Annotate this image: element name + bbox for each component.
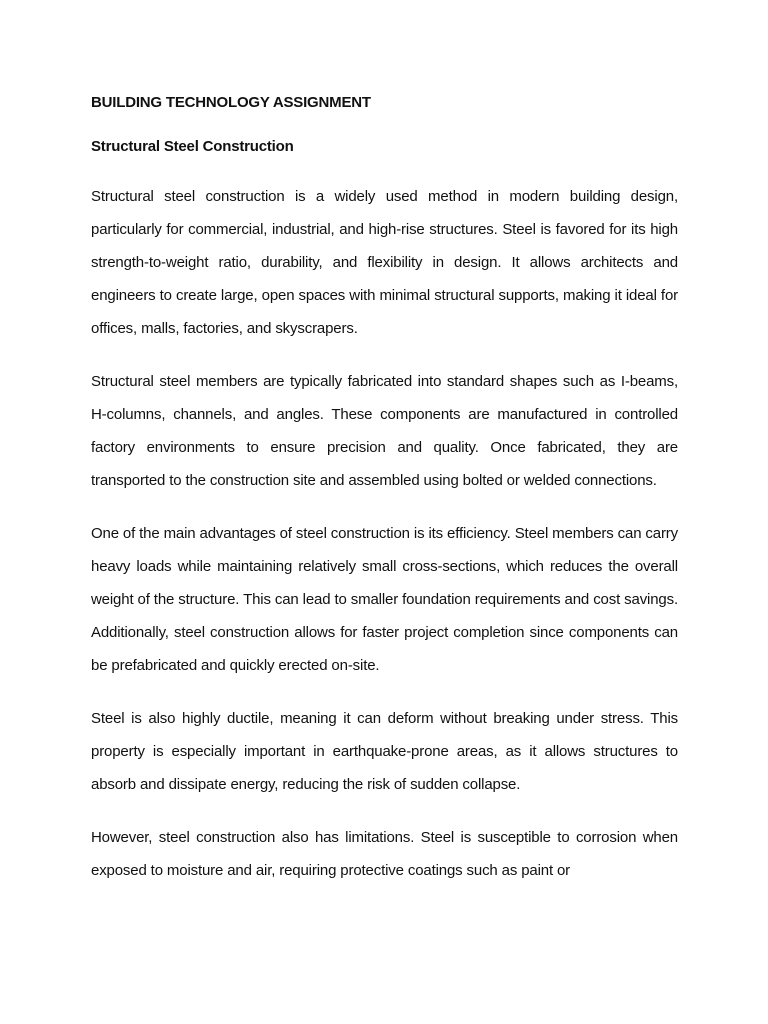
section-heading: Structural Steel Construction [91, 138, 294, 155]
document-title: BUILDING TECHNOLOGY ASSIGNMENT [91, 94, 371, 111]
paragraph-limitations: However, steel construction also has limitations. Steel is susceptible to corrosion when exposed to moisture and air, requiring protective coatings such as paint or [91, 829, 678, 879]
paragraph-members: Structural steel members are typically fabricated into standard shapes such as I-beams, H-columns, channels, and angles. These components are manufactured in controlled factory environments to ensure precision and quality. Once fabricated, they are transported to the construction site and assembled using bolted or welded connections. [91, 373, 678, 489]
paragraph-ductility: Steel is also highly ductile, meaning it can deform without breaking under stress. This property is especially important in earthquake-prone areas, as it allows structures to absorb and dissipate energy, reducing the risk of sudden collapse. [91, 710, 678, 793]
paragraph-intro: Structural steel construction is a widely used method in modern building design, particularly for commercial, industrial, and high-rise structures. Steel is favored for its high strength-to-weight ratio, durability, and flexibility in design. It allows architects and engineers to create large, open spaces with minimal structural supports, making it ideal for offices, malls, factories, and skyscrapers. [91, 188, 678, 337]
paragraph-advantages: One of the main advantages of steel construction is its efficiency. Steel members can carry heavy loads while maintaining relatively small cross-sections, which reduces the overall weight of the structure. This can lead to smaller foundation requirements and cost savings. Additionally, steel construction allows for faster project completion since components can be prefabricated and quickly erected on-site. [91, 525, 678, 674]
